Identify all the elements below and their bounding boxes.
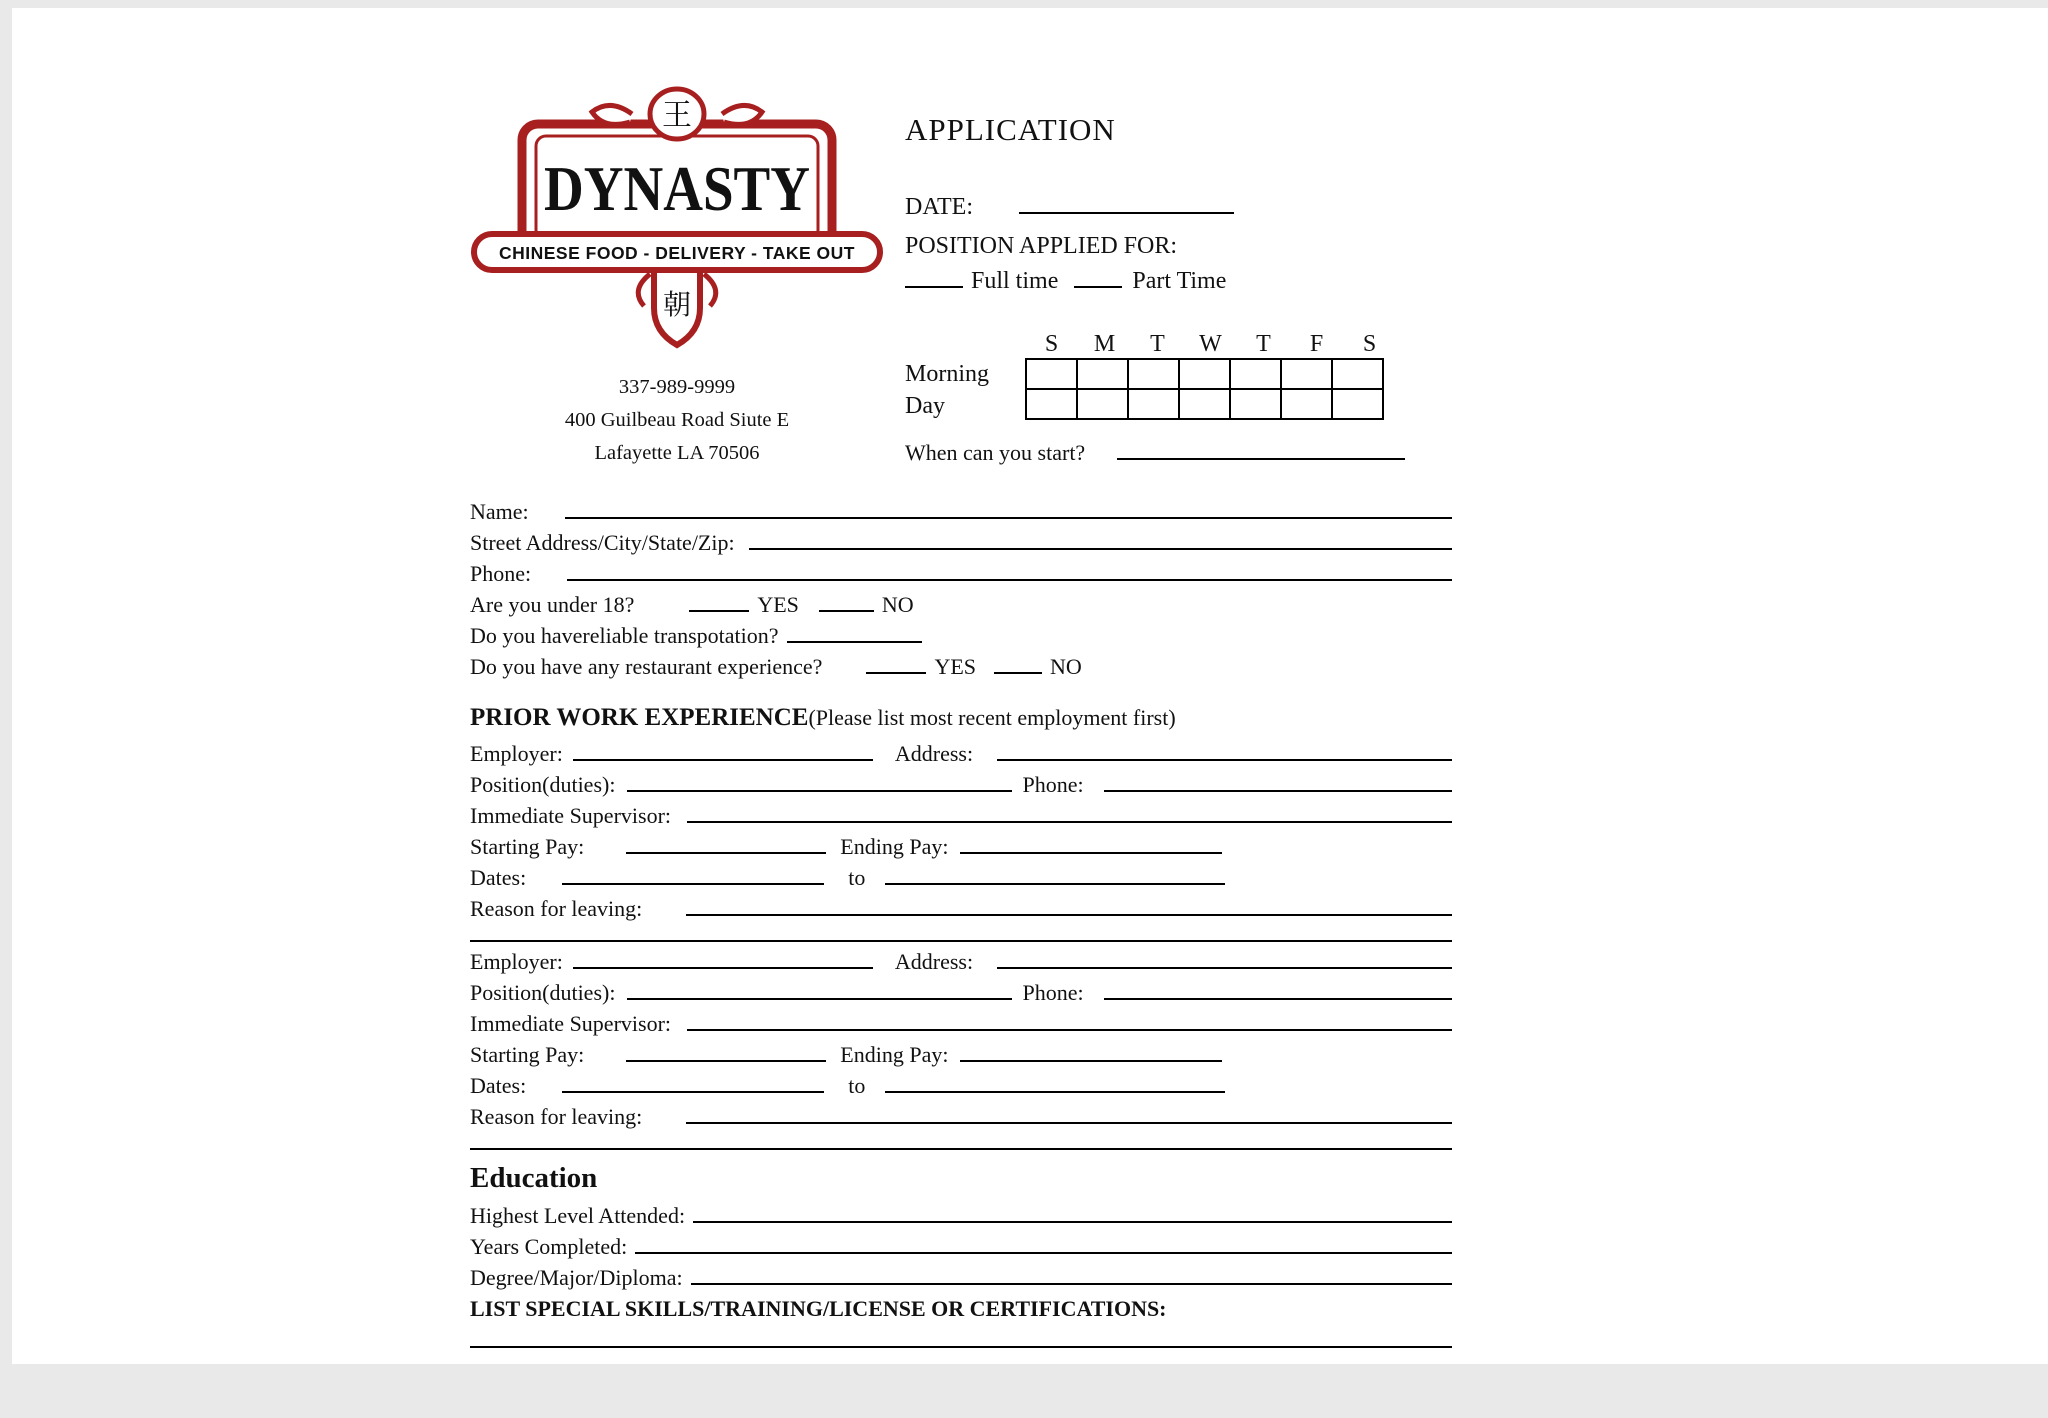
schedule-checkbox[interactable] [1179,389,1230,419]
name-field-line[interactable] [565,511,1452,519]
ending-pay-field-line[interactable] [960,1054,1222,1062]
employer-row [470,946,1452,977]
part-time-label: Part Time [1132,268,1227,294]
schedule-day-label: W [1199,331,1222,357]
under-18-label: Are you under 18? [470,592,635,617]
employer-label: Employer: [470,949,563,974]
contact-phone: 337-989-9999 [618,376,736,398]
schedule-day-label: S [1044,331,1059,357]
degree-field-line[interactable] [691,1277,1452,1285]
yes-label: YES [934,654,977,679]
reason-label: Reason for leaving: [470,896,643,921]
phone-label: Phone: [470,561,532,586]
date-row [905,194,1405,221]
dates-from-field-line[interactable] [562,877,824,885]
section-divider [470,940,1452,942]
highest-level-field-line[interactable] [693,1215,1452,1223]
schedule-checkbox[interactable] [1128,359,1179,389]
employment-type-row [905,268,1405,295]
schedule-row-label-day: Day [905,393,945,419]
full-time-label: Full time [971,268,1059,294]
position-duties-label: Position(duties): [470,772,616,797]
street-address-row [470,527,1452,558]
no-label: NO [1050,654,1082,679]
ending-pay-label: Ending Pay: [840,834,949,859]
ending-pay-field-line[interactable] [960,846,1222,854]
schedule-checkbox[interactable] [1026,359,1077,389]
work-phone-field-line[interactable] [1104,992,1452,1000]
schedule-checkbox[interactable] [1332,359,1383,389]
start-date-row [905,440,1405,466]
name-label: Name: [470,499,529,524]
dynasty-logo [462,86,892,356]
employer-field-line[interactable] [573,961,873,969]
position-applied-label: POSITION APPLIED FOR: [905,233,1178,259]
position-duties-label: Position(duties): [470,980,616,1005]
schedule-checkbox[interactable] [1281,359,1332,389]
work-block-2 [470,946,1452,1132]
under-18-row [470,589,1452,620]
pay-row [470,1039,1452,1070]
logo-bottom-character: 朝 [662,290,692,321]
position-applied-row [905,233,1405,260]
schedule-day-label: T [1256,331,1271,357]
dates-label: Dates: [470,1073,527,1098]
dates-label: Dates: [470,865,527,890]
reason-row [470,893,1452,924]
highest-level-label: Highest Level Attended: [470,1203,686,1228]
work-phone-label: Phone: [1022,980,1084,1005]
section-divider [470,1148,1452,1150]
contact-info [462,371,892,470]
reason-label: Reason for leaving: [470,1104,643,1129]
supervisor-field-line[interactable] [687,815,1452,823]
availability-schedule [905,331,1405,422]
schedule-checkbox[interactable] [1128,389,1179,419]
experience-label: Do you have any restaurant experience? [470,654,823,679]
dates-from-field-line[interactable] [562,1085,824,1093]
application-header [905,112,1405,466]
no-label: NO [881,592,914,617]
starting-pay-field-line[interactable] [626,846,826,854]
application-main [470,496,1452,1352]
prior-work-heading [470,698,1452,738]
full-time-field-line[interactable] [905,280,963,288]
prior-work-subtitle: (Please list most recent employment first) [808,705,1176,730]
reason-field-line[interactable] [686,908,1452,916]
highest-level-row [470,1200,1452,1231]
employer-field-line[interactable] [573,753,873,761]
supervisor-row [470,800,1452,831]
logo-scroll-right [722,105,762,124]
position-duties-row [470,977,1452,1008]
employer-row [470,738,1452,769]
name-row [470,496,1452,527]
date-label: DATE: [905,194,973,220]
date-field-line[interactable] [1019,206,1234,214]
transportation-label: Do you havereliable transpotation? [470,623,779,648]
logo-curl-left [638,274,650,306]
employer-address-label: Address: [894,949,974,974]
position-duties-row [470,769,1452,800]
part-time-field-line[interactable] [1074,280,1122,288]
dates-to-label: to [848,1073,866,1098]
position-duties-field-line[interactable] [627,784,1012,792]
application-title: APPLICATION [905,112,1116,147]
yes-label: YES [757,592,799,617]
work-block-1 [470,738,1452,924]
transportation-row [470,620,1452,651]
dates-row [470,862,1452,893]
dates-to-field-line[interactable] [885,1085,1225,1093]
pay-row [470,831,1452,862]
logo-top-character: 王 [662,99,692,132]
schedule-checkbox[interactable] [1077,359,1128,389]
schedule-checkbox[interactable] [1077,389,1128,419]
supervisor-label: Immediate Supervisor: [470,1011,672,1036]
dates-to-label: to [848,865,866,890]
logo-scroll-left [592,105,632,124]
schedule-checkbox[interactable] [1332,389,1383,419]
years-completed-label: Years Completed: [470,1234,628,1259]
special-skills-row [470,1293,1452,1324]
schedule-day-label: M [1093,331,1116,357]
education-title: Education [470,1162,598,1194]
employer-address-field-line[interactable] [997,753,1452,761]
starting-pay-field-line[interactable] [626,1054,826,1062]
restaurant-logo-block [462,86,892,470]
schedule-checkbox[interactable] [1026,389,1077,419]
prior-work-title: PRIOR WORK EXPERIENCE [470,704,809,731]
contact-address-line1: 400 Guilbeau Road Siute E [564,409,790,431]
start-date-label: When can you start? [905,440,1086,465]
logo-curl-right [704,274,716,306]
schedule-day-label: T [1150,331,1165,357]
employer-address-label: Address: [894,741,974,766]
phone-field-line[interactable] [567,573,1452,581]
supervisor-row [470,1008,1452,1039]
schedule-checkbox[interactable] [1281,389,1332,419]
special-skills-label: LIST SPECIAL SKILLS/TRAINING/LICENSE OR CERTIFICATIONS: [470,1296,1167,1321]
schedule-day-header [1025,331,1405,358]
under-18-yes-field-line[interactable] [689,604,749,612]
transportation-field-line[interactable] [787,635,922,643]
reason-row [470,1101,1452,1132]
dates-row [470,1070,1452,1101]
special-skills-field-line[interactable] [470,1346,1452,1348]
years-completed-row [470,1231,1452,1262]
employer-address-field-line[interactable] [997,961,1452,969]
street-address-field-line[interactable] [749,542,1452,550]
experience-yes-field-line[interactable] [866,666,926,674]
application-form-page [12,8,2048,1364]
experience-row [470,651,1452,682]
ending-pay-label: Ending Pay: [840,1042,949,1067]
degree-row [470,1262,1452,1293]
schedule-row-label-morning: Morning [905,361,989,387]
schedule-day-label: F [1309,331,1324,357]
schedule-checkbox[interactable] [1179,359,1230,389]
position-duties-field-line[interactable] [627,992,1012,1000]
starting-pay-label: Starting Pay: [470,1042,585,1067]
schedule-checkbox[interactable] [1230,359,1281,389]
schedule-checkbox[interactable] [1230,389,1281,419]
supervisor-label: Immediate Supervisor: [470,803,672,828]
supervisor-field-line[interactable] [687,1023,1452,1031]
street-address-label: Street Address/City/State/Zip: [470,530,735,555]
schedule-day-label: S [1362,331,1377,357]
logo-wordmark: DYNASTY [544,153,810,224]
work-phone-label: Phone: [1022,772,1084,797]
contact-address-line2: Lafayette LA 70506 [594,442,760,464]
work-phone-field-line[interactable] [1104,784,1452,792]
reason-field-line[interactable] [686,1116,1452,1124]
under-18-no-field-line[interactable] [819,604,874,612]
schedule-grid [1025,358,1384,420]
employer-label: Employer: [470,741,563,766]
experience-no-field-line[interactable] [994,666,1042,674]
dates-to-field-line[interactable] [885,877,1225,885]
start-date-field-line[interactable] [1117,452,1405,460]
years-completed-field-line[interactable] [635,1246,1452,1254]
starting-pay-label: Starting Pay: [470,834,585,859]
logo-tagline: CHINESE FOOD - DELIVERY - TAKE OUT [498,243,856,263]
phone-row [470,558,1452,589]
degree-label: Degree/Major/Diploma: [470,1265,683,1290]
